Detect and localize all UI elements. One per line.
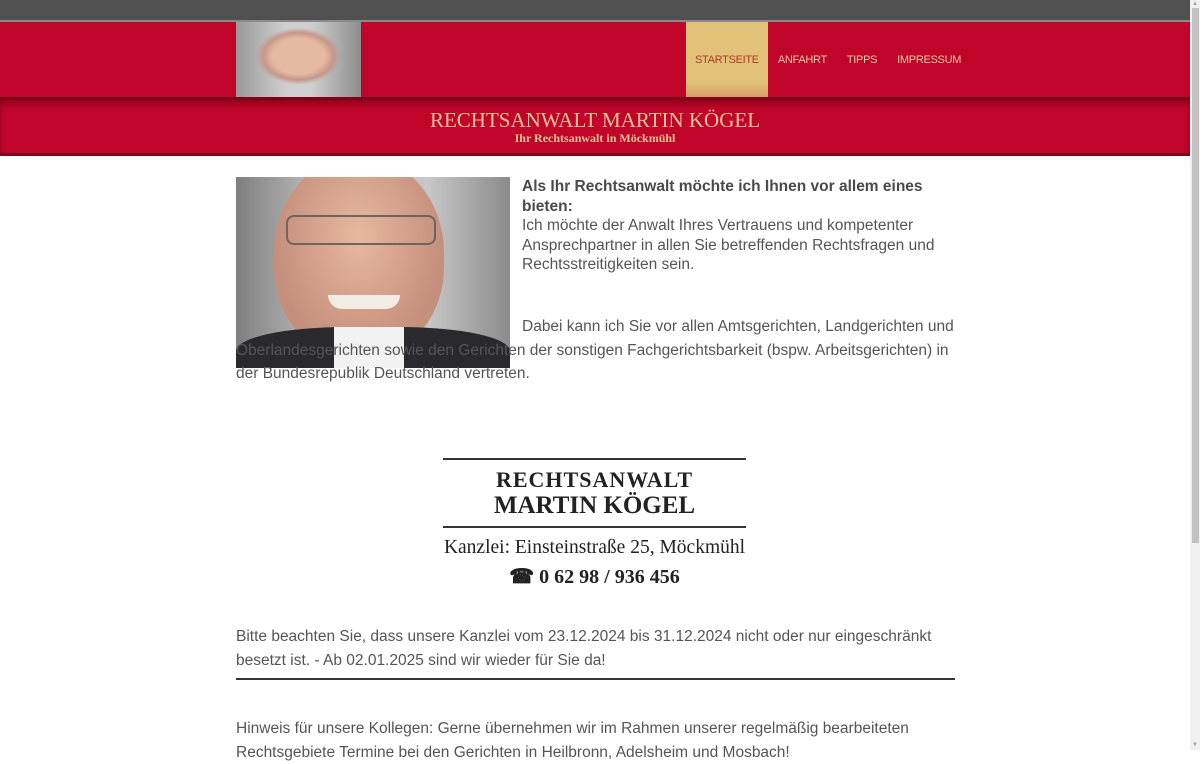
holiday-notice: Bitte beachten Sie, dass unsere Kanzlei vom 23.12.2024 bis 31.12.2024 nicht oder nur eingeschränkt besetzt ist. - Ab 02.01.2025 sind wir wieder für Sie da! bbox=[236, 628, 932, 669]
scroll-up-arrow-icon[interactable]: ▲ bbox=[1192, 1, 1198, 7]
card-phone-line bbox=[443, 564, 746, 589]
top-bar bbox=[0, 0, 1190, 22]
colleagues-hint: Hinweis für unsere Kollegen: Gerne übernehmen wir im Rahmen unserer regelmäßig bearbeiteten Rechtsgebiete Termine bei den Gerichten in Heilbronn, Adelsheim und Mosbach! bbox=[236, 720, 909, 761]
site-title: RECHTSANWALT MARTIN KÖGEL bbox=[429, 108, 761, 132]
card-address: Kanzlei: Einsteinstraße 25, Möckmühl bbox=[443, 537, 746, 558]
portrait-glasses bbox=[286, 215, 436, 245]
site-subtitle: Ihr Rechtsanwalt in Möckmühl bbox=[514, 131, 676, 145]
card-name: MARTIN KÖGEL bbox=[493, 492, 696, 519]
vertical-scrollbar[interactable] bbox=[1190, 0, 1200, 750]
site-header bbox=[0, 22, 1190, 99]
nav-tipps[interactable]: TIPPS bbox=[846, 54, 878, 66]
header-portrait-logo[interactable] bbox=[236, 22, 361, 98]
courts-text: Dabei kann ich Sie vor allen Amtsgerichten, Landgerichten und Oberlandesgerichten sowie den Gerichten der sonstigen Fachgerichtsbarkeit (bspw. Arbeitsgerichten) in der Bundesrepublik Deutschland vertreten. bbox=[236, 318, 954, 382]
business-card-image bbox=[443, 458, 746, 589]
nav-anfahrt[interactable]: ANFAHRT bbox=[777, 54, 827, 66]
portrait-smile bbox=[328, 295, 400, 309]
nav-startseite[interactable]: STARTSEITE bbox=[686, 22, 768, 98]
intro-block bbox=[522, 177, 942, 275]
courts-paragraph bbox=[236, 315, 956, 386]
card-phone: 0 62 98 / 936 456 bbox=[539, 566, 680, 588]
scrollbar-thumb[interactable] bbox=[1192, 8, 1199, 543]
section-divider bbox=[236, 678, 955, 680]
card-bottom-rule bbox=[443, 526, 746, 528]
card-top-rule bbox=[443, 458, 746, 460]
intro-text: Ich möchte der Anwalt Ihres Vertrauens und kompetenter Ansprechpartner in allen Sie betreffenden Rechtsfragen und Rechtsstreitigkeiten sein. bbox=[522, 217, 935, 273]
nav-impressum[interactable]: IMPRESSUM bbox=[897, 54, 962, 66]
intro-heading: Als Ihr Rechtsanwalt möchte ich Ihnen vor allem eines bieten: bbox=[522, 178, 923, 215]
card-title: RECHTSANWALT bbox=[495, 467, 694, 492]
main-nav bbox=[686, 22, 971, 98]
scroll-down-arrow-icon[interactable]: ▼ bbox=[1192, 742, 1198, 748]
title-banner bbox=[0, 100, 1190, 156]
telephone-icon: ☎ bbox=[509, 566, 535, 588]
